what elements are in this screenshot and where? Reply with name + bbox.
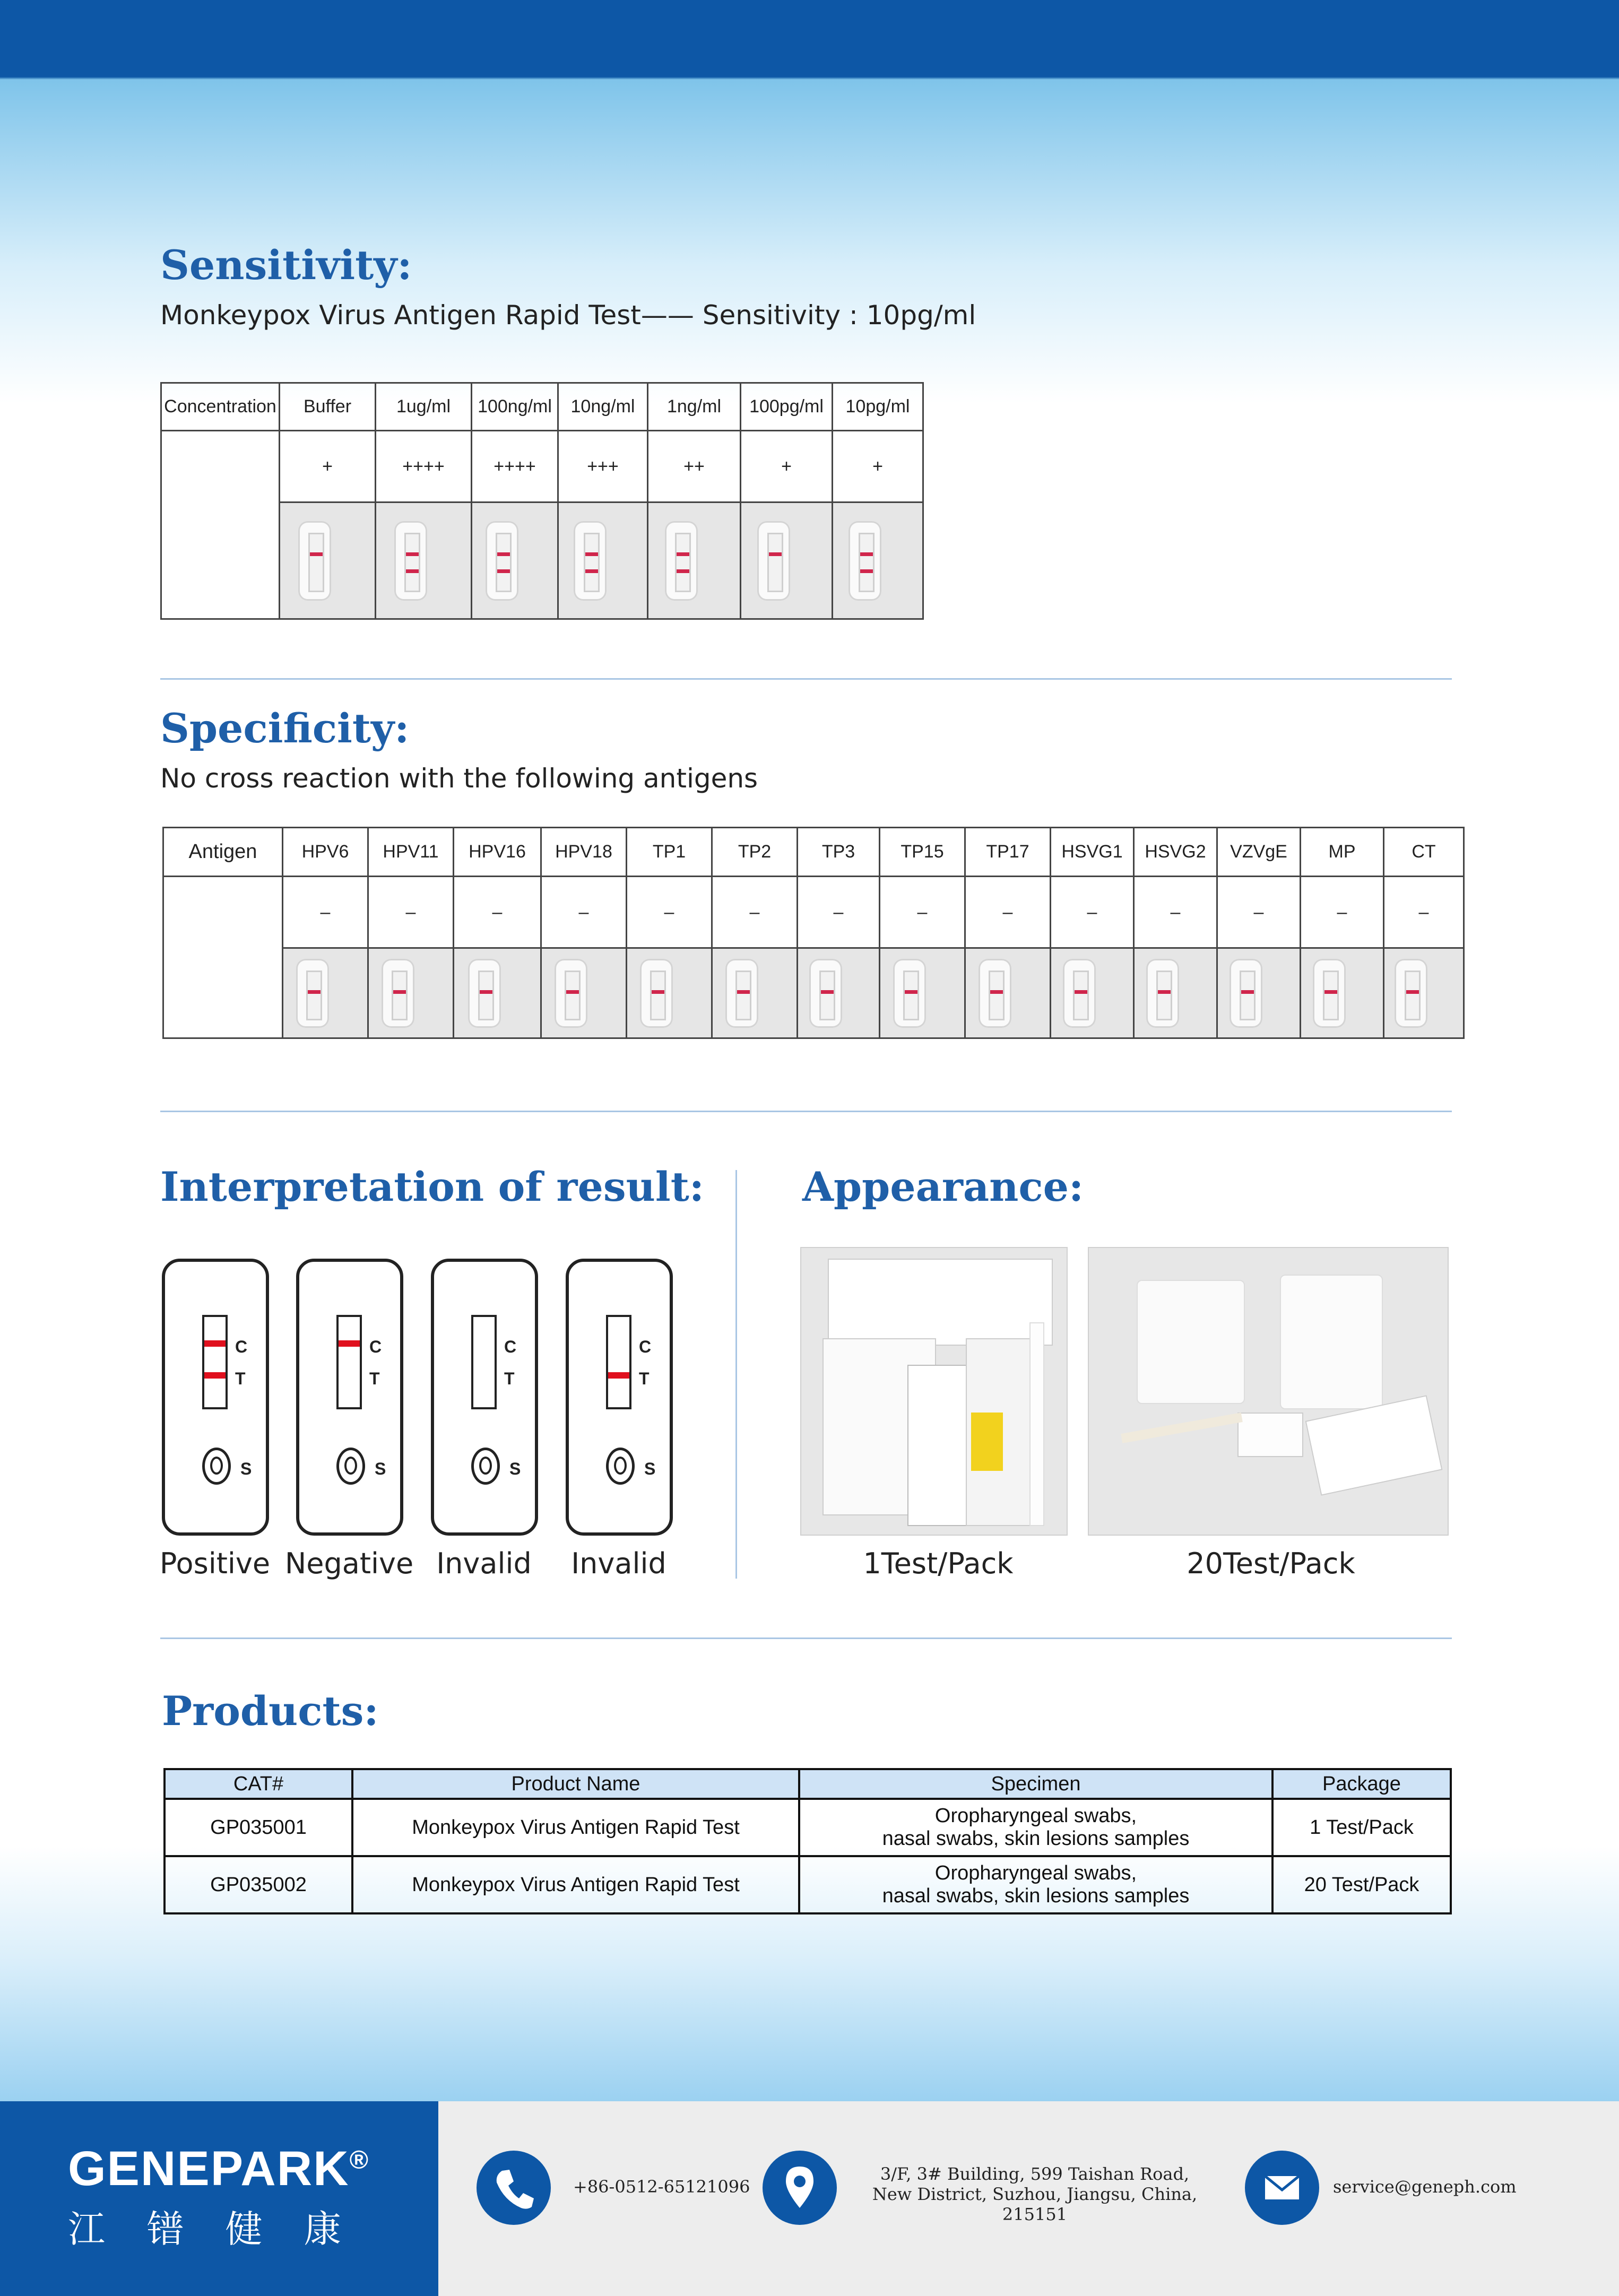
- cat-cell: GP035001: [165, 1799, 352, 1856]
- control-line: [566, 990, 579, 994]
- email-icon: [1245, 2151, 1319, 2225]
- test-strip: [1313, 959, 1346, 1028]
- concentration-label: 10ng/ml: [558, 383, 648, 431]
- product-name-cell: Monkeypox Virus Antigen Rapid Test: [352, 1799, 799, 1856]
- cassette-window: [202, 1315, 228, 1409]
- address-line: 3/F, 3# Building, 599 Taishan Road,: [880, 2164, 1190, 2184]
- test-strip: [1395, 959, 1427, 1028]
- control-line: [204, 1340, 226, 1347]
- result-window: [478, 971, 494, 1020]
- package-cell: 20 Test/Pack: [1272, 1856, 1451, 1913]
- control-line: [339, 1340, 360, 1347]
- result-window: [819, 971, 835, 1020]
- t-marker: T: [235, 1369, 246, 1388]
- result-window: [735, 971, 751, 1020]
- control-line: [821, 990, 834, 994]
- antigen-label: HSVG1: [1051, 828, 1134, 877]
- test-strip-photo: [283, 948, 368, 1038]
- test-line: [204, 1372, 226, 1379]
- result-cassette-invalid: [431, 1259, 538, 1536]
- c-marker: C: [639, 1337, 652, 1356]
- control-line: [497, 552, 510, 556]
- control-line: [585, 552, 598, 556]
- test-strip: [1146, 959, 1179, 1028]
- concentration-label: 100pg/ml: [741, 383, 833, 431]
- package-cell: 1 Test/Pack: [1272, 1799, 1451, 1856]
- result-symbol: +: [280, 431, 376, 502]
- control-line: [1406, 990, 1419, 994]
- control-line: [860, 552, 873, 556]
- test-strip: [298, 521, 331, 601]
- result-symbol: –: [1134, 877, 1217, 948]
- col-specimen: Specimen: [799, 1769, 1272, 1799]
- test-line: [608, 1372, 629, 1379]
- cassette-window: [336, 1315, 362, 1409]
- test-strip: [296, 959, 329, 1028]
- c-marker: C: [504, 1337, 517, 1356]
- control-line: [905, 990, 917, 994]
- test-strip: [640, 959, 673, 1028]
- test-strip-photo: [454, 948, 541, 1038]
- footer-brand-panel: [0, 2101, 438, 2296]
- test-strip-photo: [833, 502, 923, 619]
- test-strip-photo: [376, 502, 472, 619]
- test-strip-photo: [880, 948, 965, 1038]
- col-package: Package: [1272, 1769, 1451, 1799]
- control-line: [480, 990, 492, 994]
- result-symbol: +++: [558, 431, 648, 502]
- test-strip-photo: [965, 948, 1051, 1038]
- t-marker: T: [504, 1369, 515, 1388]
- appearance-heading: Appearance:: [802, 1163, 1084, 1210]
- email-address[interactable]: service@geneph.com: [1333, 2177, 1517, 2197]
- result-symbol: –: [283, 877, 368, 948]
- control-line: [406, 552, 419, 556]
- antigen-label: MP: [1301, 828, 1384, 877]
- antigen-label: TP2: [712, 828, 798, 877]
- product-name-cell: Monkeypox Virus Antigen Rapid Test: [352, 1856, 799, 1913]
- specimen-line: nasal swabs, skin lesions samples: [882, 1885, 1190, 1907]
- control-line: [1075, 990, 1087, 994]
- result-window: [903, 971, 919, 1020]
- specificity-subtitle: No cross reaction with the following antigens: [160, 763, 758, 794]
- cat-cell: GP035002: [165, 1856, 352, 1913]
- test-strip-photo: [798, 948, 880, 1038]
- result-caption: Invalid: [436, 1547, 532, 1580]
- antigen-header: Antigen: [163, 828, 283, 877]
- control-line: [769, 552, 782, 556]
- control-line: [990, 990, 1003, 994]
- result-window: [859, 533, 875, 592]
- test-strip: [1230, 959, 1262, 1028]
- control-line: [1158, 990, 1171, 994]
- result-symbol: –: [712, 877, 798, 948]
- test-line: [860, 569, 873, 573]
- s-marker: S: [509, 1459, 521, 1478]
- concentration-label: 100ng/ml: [472, 383, 558, 431]
- cassette-window: [606, 1315, 631, 1409]
- specimen-line: Oropharyngeal swabs,: [934, 1805, 1137, 1827]
- divider: [160, 678, 1452, 680]
- test-strip-photo: [648, 502, 741, 619]
- test-strip: [394, 521, 427, 601]
- result-cassette-invalid: [566, 1259, 673, 1536]
- specificity-table: [162, 827, 1465, 1039]
- sensitivity-heading: Sensitivity:: [160, 241, 412, 289]
- concentration-label: Buffer: [280, 383, 376, 431]
- result-symbol: ++: [648, 431, 741, 502]
- phone-icon: [477, 2151, 551, 2225]
- concentration-label: 1ng/ml: [648, 383, 741, 431]
- result-cassette-negative: [296, 1259, 403, 1536]
- antigen-label: HPV16: [454, 828, 541, 877]
- result-symbol: –: [965, 877, 1051, 948]
- registered-mark: ®: [349, 2146, 369, 2174]
- test-strip-photo: [541, 948, 627, 1038]
- result-window: [1405, 971, 1421, 1020]
- control-line: [737, 990, 750, 994]
- result-symbol: –: [1384, 877, 1464, 948]
- sensitivity-blank-cell: [161, 431, 280, 619]
- divider: [160, 1637, 1452, 1639]
- sample-well-icon: [471, 1448, 500, 1485]
- address: [849, 2164, 1220, 2224]
- test-strip: [468, 959, 501, 1028]
- table-row: [165, 1799, 1451, 1856]
- test-strip-photo: [368, 948, 454, 1038]
- control-line: [1324, 990, 1337, 994]
- control-line: [677, 552, 689, 556]
- result-cassette-positive: [162, 1259, 269, 1536]
- vertical-divider: [735, 1170, 737, 1579]
- products-table: [163, 1768, 1452, 1914]
- result-symbol: –: [1301, 877, 1384, 948]
- control-line: [652, 990, 664, 994]
- test-strip: [757, 521, 790, 601]
- col-product-name: Product Name: [352, 1769, 799, 1799]
- result-symbol: –: [1217, 877, 1301, 948]
- t-marker: T: [639, 1369, 650, 1388]
- brand-chinese: 江 镨 健 康: [68, 2207, 356, 2251]
- test-strip-photo: [280, 502, 376, 619]
- result-symbol: –: [627, 877, 712, 948]
- antigen-label: HSVG2: [1134, 828, 1217, 877]
- control-line: [308, 990, 321, 994]
- result-window: [308, 533, 324, 592]
- specificity-heading: Specificity:: [160, 705, 410, 752]
- test-strip-photo: [627, 948, 712, 1038]
- col-cat: CAT#: [165, 1769, 352, 1799]
- antigen-label: CT: [1384, 828, 1464, 877]
- result-window: [1323, 971, 1339, 1020]
- products-heading: Products:: [162, 1687, 379, 1735]
- result-window: [675, 533, 691, 592]
- antigen-label: HPV6: [283, 828, 368, 877]
- test-strip-photo: [558, 502, 648, 619]
- result-caption: Positive: [159, 1547, 271, 1580]
- test-strip-photo: [1301, 948, 1384, 1038]
- s-marker: S: [375, 1459, 386, 1478]
- antigen-label: HPV11: [368, 828, 454, 877]
- test-strip: [1063, 959, 1096, 1028]
- specificity-blank-cell: [163, 877, 283, 1038]
- result-symbol: –: [368, 877, 454, 948]
- specimen-line: nasal swabs, skin lesions samples: [882, 1827, 1190, 1850]
- concentration-label: 1ug/ml: [376, 383, 472, 431]
- specimen-cell: [799, 1799, 1272, 1856]
- test-strip: [382, 959, 414, 1028]
- test-strip-photo: [1051, 948, 1134, 1038]
- result-symbol: ++++: [472, 431, 558, 502]
- test-strip: [725, 959, 758, 1028]
- c-marker: C: [235, 1337, 248, 1356]
- result-window: [1240, 971, 1256, 1020]
- t-marker: T: [369, 1369, 380, 1388]
- test-strip: [665, 521, 698, 601]
- result-symbol: ++++: [376, 431, 472, 502]
- result-window: [650, 971, 666, 1020]
- test-strip: [486, 521, 518, 601]
- c-marker: C: [369, 1337, 382, 1356]
- location-pin-icon: [763, 2151, 837, 2225]
- test-strip-photo: [1134, 948, 1217, 1038]
- brand-logo: [68, 2141, 369, 2197]
- result-symbol: +: [741, 431, 833, 502]
- phone-number[interactable]: +86-0512-65121096: [573, 2177, 750, 2197]
- antigen-label: TP1: [627, 828, 712, 877]
- control-line: [393, 990, 406, 994]
- test-strip-photo: [712, 948, 798, 1038]
- result-window: [496, 533, 512, 592]
- sensitivity-subtitle: Monkeypox Virus Antigen Rapid Test—— Sensitivity : 10pg/ml: [160, 300, 976, 331]
- s-marker: S: [240, 1459, 252, 1478]
- antigen-label: TP17: [965, 828, 1051, 877]
- result-symbol: +: [833, 431, 923, 502]
- result-caption: Invalid: [571, 1547, 666, 1580]
- product-photo-pack: [1088, 1247, 1449, 1536]
- caption-20test-pack: 20Test/Pack: [1187, 1547, 1355, 1580]
- antigen-label: TP3: [798, 828, 880, 877]
- specimen-line: Oropharyngeal swabs,: [934, 1862, 1137, 1884]
- test-line: [497, 569, 510, 573]
- control-line: [310, 552, 323, 556]
- brand-name: GENEPARK: [68, 2142, 350, 2196]
- test-strip-photo: [472, 502, 558, 619]
- test-line: [406, 569, 419, 573]
- test-strip: [809, 959, 842, 1028]
- table-row: [165, 1856, 1451, 1913]
- result-window: [1073, 971, 1089, 1020]
- control-line: [1241, 990, 1254, 994]
- result-window: [584, 533, 600, 592]
- concentration-header: Concentration: [161, 383, 280, 431]
- test-strip-photo: [1384, 948, 1464, 1038]
- test-strip: [893, 959, 926, 1028]
- result-symbol: –: [454, 877, 541, 948]
- product-photo-single: [800, 1247, 1068, 1536]
- sample-well-icon: [606, 1448, 635, 1485]
- result-window: [989, 971, 1005, 1020]
- divider: [160, 1111, 1452, 1112]
- cassette-window: [471, 1315, 497, 1409]
- test-strip-photo: [741, 502, 833, 619]
- result-symbol: –: [541, 877, 627, 948]
- result-window: [565, 971, 581, 1020]
- test-strip-photo: [1217, 948, 1301, 1038]
- sensitivity-table: [160, 382, 924, 620]
- interpretation-heading: Interpretation of result:: [160, 1163, 704, 1210]
- result-window: [1156, 971, 1172, 1020]
- concentration-label: 10pg/ml: [833, 383, 923, 431]
- test-strip: [979, 959, 1011, 1028]
- test-line: [585, 569, 598, 573]
- test-line: [677, 569, 689, 573]
- sample-well-icon: [202, 1448, 231, 1485]
- test-strip: [574, 521, 607, 601]
- test-strip: [849, 521, 881, 601]
- s-marker: S: [644, 1459, 656, 1478]
- antigen-label: TP15: [880, 828, 965, 877]
- result-symbol: –: [798, 877, 880, 948]
- result-symbol: –: [880, 877, 965, 948]
- result-caption: Negative: [284, 1547, 414, 1580]
- result-window: [767, 533, 783, 592]
- result-window: [392, 971, 408, 1020]
- result-window: [306, 971, 322, 1020]
- result-symbol: –: [1051, 877, 1134, 948]
- result-window: [404, 533, 420, 592]
- test-strip: [555, 959, 587, 1028]
- caption-1test-pack: 1Test/Pack: [863, 1547, 1014, 1580]
- sample-well-icon: [336, 1448, 365, 1485]
- antigen-label: VZVgE: [1217, 828, 1301, 877]
- address-line: New District, Suzhou, Jiangsu, China, 215151: [872, 2184, 1198, 2224]
- specimen-cell: [799, 1856, 1272, 1913]
- antigen-label: HPV18: [541, 828, 627, 877]
